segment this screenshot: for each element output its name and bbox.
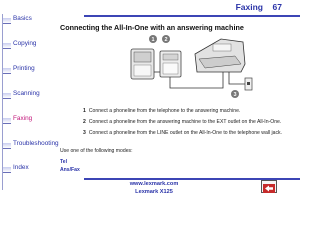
callout-2 bbox=[162, 35, 170, 43]
mode-tel: Tel bbox=[60, 159, 67, 165]
nav-item-basics[interactable] bbox=[3, 17, 47, 31]
step-text: Connect a phoneline from the LINE outlet on the All-In-One to the telephone wall jack. bbox=[88, 130, 282, 136]
back-button[interactable] bbox=[261, 180, 277, 193]
step-2 bbox=[83, 119, 281, 125]
modes-intro: Use one of the following modes: bbox=[60, 148, 133, 154]
telephone-illustration bbox=[131, 49, 154, 79]
nav-tab-icon bbox=[3, 43, 11, 49]
nav-label: Basics bbox=[13, 15, 32, 22]
sidebar-nav bbox=[0, 0, 59, 200]
callout-3 bbox=[231, 90, 239, 98]
callout-1-label: 1 bbox=[151, 37, 155, 43]
nav-item-troubleshooting[interactable] bbox=[3, 140, 59, 156]
nav-tab-icon bbox=[3, 143, 11, 149]
callout-1 bbox=[149, 35, 157, 43]
nav-label: Scanning bbox=[13, 90, 40, 97]
page-header bbox=[84, 0, 300, 17]
all-in-one-illustration bbox=[195, 39, 245, 72]
nav-label: Faxing bbox=[13, 115, 33, 122]
mode-ans-fax: Ans/Fax bbox=[60, 167, 80, 173]
nav-tab-icon bbox=[3, 18, 11, 24]
step-text: Connect a phoneline from the answering machine to the EXT outlet on the All-In-One. bbox=[88, 119, 282, 125]
product-name: Lexmark X125 bbox=[135, 189, 173, 195]
step-text: Connect a phoneline from the telephone to the answering machine. bbox=[88, 108, 241, 114]
callout-2-label: 2 bbox=[164, 37, 168, 43]
nav-item-printing[interactable] bbox=[3, 67, 47, 81]
nav-label: Troubleshooting bbox=[13, 140, 59, 147]
nav-item-copying[interactable] bbox=[3, 42, 47, 56]
section-heading: Faxing bbox=[235, 2, 263, 12]
step-number: 1 bbox=[83, 108, 86, 114]
website-link[interactable]: www.lexmark.com bbox=[129, 181, 179, 187]
connection-diagram bbox=[125, 34, 255, 98]
step-3 bbox=[83, 130, 282, 136]
nav-item-scanning[interactable] bbox=[3, 92, 47, 106]
nav-label: Copying bbox=[13, 40, 37, 47]
answering-machine-illustration bbox=[160, 51, 181, 77]
step-1 bbox=[83, 108, 240, 114]
step-number: 3 bbox=[83, 130, 86, 136]
nav-label: Printing bbox=[13, 65, 35, 72]
nav-tab-icon bbox=[3, 118, 11, 124]
page-number: 67 bbox=[272, 2, 282, 12]
step-number: 2 bbox=[83, 119, 86, 125]
back-arrow-icon bbox=[262, 183, 276, 194]
nav-tab-icon bbox=[3, 68, 11, 74]
page-footer bbox=[0, 178, 300, 200]
nav-tab-icon bbox=[3, 167, 11, 173]
nav-label: Index bbox=[13, 164, 29, 171]
page-title: Connecting the All-In-One with an answering machine bbox=[60, 23, 244, 32]
callout-3-label: 3 bbox=[233, 92, 237, 98]
nav-item-faxing[interactable] bbox=[3, 117, 47, 131]
nav-tab-icon bbox=[3, 93, 11, 99]
content-area bbox=[60, 17, 296, 173]
wall-jack-illustration bbox=[245, 78, 252, 90]
